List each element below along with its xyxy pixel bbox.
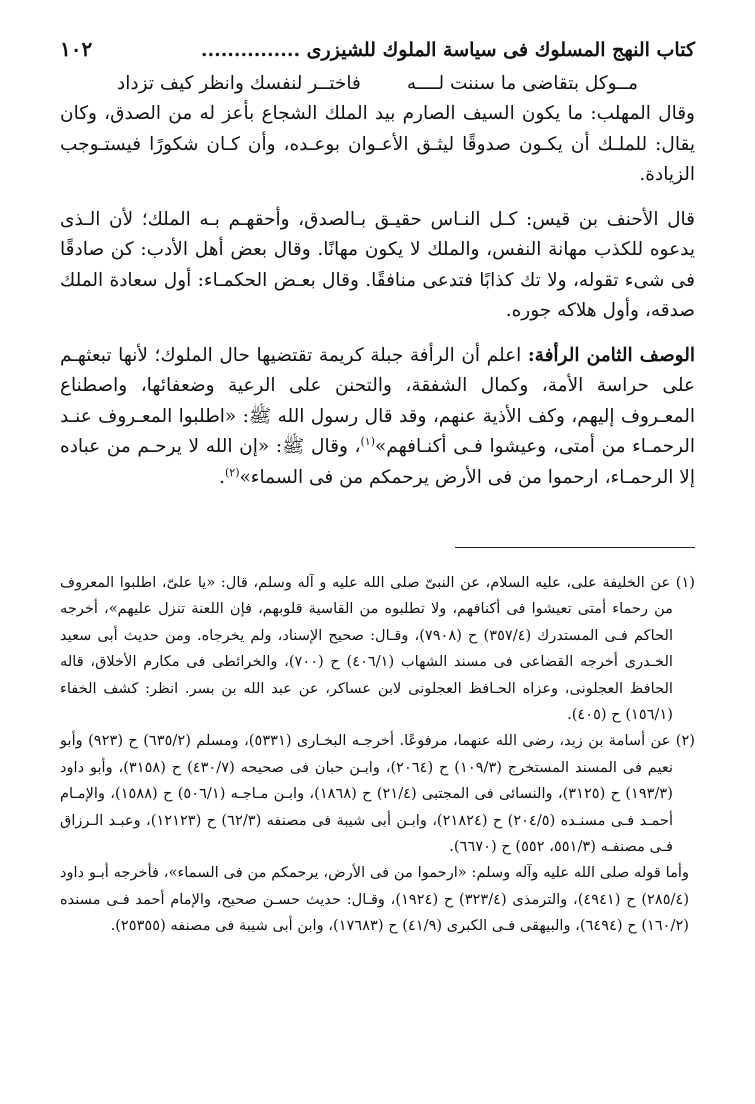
paragraph-muhallab: وقال المهلب: ما يكون السيف الصارم بيد الملك الشجاع بأعز له من الصدق، وكان يقال: للملـك أن يكـون صدوقًا ليثـق الأعـوان بوعـده، وأن كـان شكورًا فيستـوجب الزيادة.	[60, 103, 695, 185]
paragraph-text-part-2: ، وقال ﷺ: «إن الله لا يرحـم من عباده إلا الرحمـاء، ارحموا من فى الأرض يرحمكم من فى السماء»	[60, 436, 695, 488]
running-title: كتاب النهج المسلوك فى سياسة الملوك للشيزرى ...............	[200, 39, 695, 61]
poetry-verse	[60, 69, 695, 99]
footnote-separator	[455, 547, 695, 548]
verse-hemistich-first: مــوكل بتقاضى ما سننت لــــه	[406, 73, 638, 94]
footnote-2: (٢) عن أسامة بن زيد، رضى الله عنهما، مرفوعًا. أخرجـه البخـارى (٥٣٣١)، ومسلم (٦٣٥/٢) ح (٩٢٣) وأبو نعيم فى المسند المستخرج (١٠٩/٣) ح (٢٠٦٤)، وابـن حبان فى صحيحه (٤٣٠/٧) ح (٣١٥٨)، وأبو داود (١٩٣/٣) ح (٣١٢٥)، والنسائى فى المجتبى (٢١/٤) ح (١٨٦٨)، وابـن مـاجـه (٥٠٦/١) ح (١٥٨٨)، والإمـام أحمـد فـى مسنـده (٢٠٤/٥) ح (٢١٨٢٤)، وابـن أبى شيبة فى مصنفه (٦٢/٣) ح (١٢١٢٣)، وعبـد الـرزاق فـى مصنفـه (٥٥١/٣، ٥٥٢) ح (٦٦٧٠).	[60, 732, 695, 856]
section-heading: الوصف الثامن الرأفة:	[527, 344, 695, 366]
paragraph-ahnaf: قال الأحنف بن قيس: كـل النـاس حقيـق بـالصدق، وأحقهـم بـه الملك؛ لأن الـذى يدعوه للكذب مهانة النفس، والملك لا يكون مهانًا. وقال بعض أهل الأدب: كن صادقًا فى شىء تقوله، ولا تك كذابًا فتدعى منافقًا. وقال بعـض الحكمـاء: أول سعادة الملك صدقه، وأول هلاكه جوره.	[60, 208, 695, 321]
paragraph-text-part-1: اعلم أن الرأفة جبلة كريمة تقتضيها حال الملوك؛ لأنها تبعثهـم على حراسة الأمة، وكمال الشفقة، والتحنن على الرعية وضعفائها، واصطناع المعـروف إليهم، وكف الأذية عنهم، وقد قال رسول الله ﷺ: «اطلبوا المعـروف عنـد الرحمـاء من أمتى، وعيشوا فـى أكنـافهم»	[60, 344, 695, 457]
footnote-1: (١) عن الخليفة على، عليه السلام، عن النبىّ صلى الله عليه و آله وسلم، قال: «يا علىّ، اطلبوا المعروف من رحماء أمتى تعيشوا فى أكنافهم، ولا تطلبوه من القاسية قلوبهم، فإن اللعنة تنزل عليهم»، أخرجه الحاكم فـى المستدرك (٣٥٧/٤) ح (٧٩٠٨)، وقـال: صحيح الإسناد، ولم يخرجاه. ومن حديث أبى سعيد الخـدرى أخرجه القضاعى فى مسند الشهاب (٤٠٦/١) ح (٧٠٠)، والخرائطى فى مكارم الأخلاق، قاله الحافظ العجلونى، وعزاه الحـافظ العجلونى لابن عساكر، عن عبد الله بن بسر. انظر: كشف الخفاء (١٥٦/١) ح (٤٠٥).	[60, 574, 695, 724]
footnote-ref-2[interactable]: (٢)	[224, 465, 240, 479]
paragraph-compassion	[60, 341, 695, 494]
verse-hemistich-second: فاختــر لنفسك وانظر كيف تزداد	[117, 73, 361, 94]
page-number: ١٠٢	[60, 37, 93, 61]
running-header	[60, 38, 695, 65]
footnote-ref-1[interactable]: (١)	[360, 434, 375, 448]
footnote-2-continued: وأما قوله صلى الله عليه وآله وسلم: «ارحموا من فى الأرض، يرحمكم من فى السماء»، فأخرجه أبـو داود (٢٨٥/٤) ح (٤٩٤١)، والترمذى (٣٢٣/٤) ح (١٩٢٤)، وقـال: حديث حسـن صحيح، والإمام أحمد فـى مسنده (١٦٠/٢) ح (٦٤٩٤)، والبيهقى فـى الكبرى (٤١/٩) ح (١٧٦٨٣)، وابن أبى شيبة فى مصنفه (٢٥٣٥٥).	[60, 864, 690, 935]
paragraph-end: .	[219, 466, 225, 488]
